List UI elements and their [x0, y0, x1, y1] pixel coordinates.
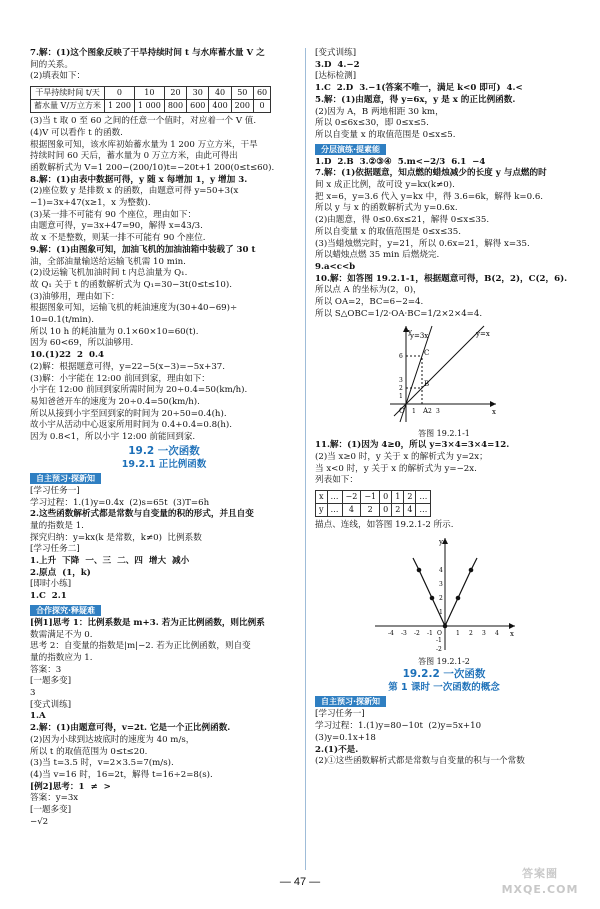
table-row: [31, 100, 271, 113]
text-line: (3)油够用，理由如下：: [30, 291, 120, 302]
text-line: 学习过程：1.(1)y=0.4x (2)s=65t (3)T=6h: [30, 497, 210, 508]
section-bar: 合作探究·释疑难: [30, 605, 101, 616]
figure-19-2-1-1: [384, 322, 504, 426]
line-yx: [394, 326, 484, 416]
text-line: 2.原点 (1，k): [30, 567, 91, 578]
text-line: 由题意可得，y=3x+47=90，解得 x=43/3.: [30, 221, 203, 232]
table-cell: 4: [342, 503, 361, 516]
text-line: 因为 60<69，所以油够用.: [30, 338, 134, 349]
label-y3x: y=3x: [410, 332, 429, 341]
text-line: 故 Q₁ 关于 t 的函数解析式为 Q₁=30−3t(0≤t≤10).: [30, 279, 232, 290]
tick-y-3: 3: [399, 377, 403, 385]
text-line: 因为 0.8<1，所以小宇 12:00 前能回到家.: [30, 432, 196, 443]
text-line: 量的指数应为 1.: [30, 652, 93, 663]
text-line: (3)当 t=3.5 时，v=2×3.5=7(m/s).: [30, 758, 174, 769]
text-line: 间的关系。: [30, 59, 73, 70]
label-x: x: [492, 408, 496, 417]
text-line: 持续时间 60 天后，蓄水量为 0 万立方米，由此可得出: [30, 151, 238, 162]
text-line: 思考 2：自变量的指数是|m|−2. 若为正比例函数，则自变: [30, 641, 251, 652]
text-line: (4)V 可以看作 t 的函数.: [30, 127, 123, 138]
text-line: 1.C 2.1: [30, 591, 67, 602]
table-cell: 0: [380, 490, 392, 503]
table-cell: 20: [164, 87, 186, 100]
text-line: −√2: [30, 816, 49, 827]
point: [417, 567, 422, 572]
label-origin: O: [437, 629, 442, 637]
text-line: [学习任务二]: [30, 544, 80, 555]
left-column: [30, 48, 298, 828]
table-cell: 0: [253, 100, 270, 113]
table-cell: 2: [404, 490, 416, 503]
text-line: 所以自变量 x 的取值范围是 0≤x≤5.: [315, 129, 456, 140]
text-line: 答案：y=3x: [30, 793, 79, 804]
table-cell: …: [327, 490, 342, 503]
text-line: 故小宇从活动中心返家所用时间为 0.4+0.4=0.8(h).: [30, 420, 233, 431]
tick-x: -3: [401, 629, 407, 637]
right-column: [315, 48, 573, 768]
table-cell: 400: [209, 100, 231, 113]
text-line: 1.C 2.D 3.−1(答案不唯一，满足 k<0 即可) 4.<: [315, 83, 523, 94]
point: [430, 595, 435, 600]
text-line: 所以 S△OBC=1/2·OA·BC=1/2×2×4=4.: [315, 308, 483, 319]
table-row: [316, 503, 431, 516]
page-number: — 47 —: [279, 876, 321, 888]
label-y: y: [408, 328, 412, 337]
text-line: (3)某一排不可能有 90 个座位，理由如下：: [30, 209, 197, 220]
text-line: [即时小练]: [30, 579, 72, 590]
text-line: (2)设运输飞机加油时间 t 内总油量为 Q₁.: [30, 268, 188, 279]
table-cell: 200: [231, 100, 253, 113]
tick-y: -1: [436, 636, 442, 644]
figure-caption: 答图 19.2.1-2: [418, 656, 470, 666]
tick-x-1: 1: [412, 408, 416, 416]
table-cell: …: [416, 503, 431, 516]
table-cell: 40: [209, 87, 231, 100]
table-cell: −2: [342, 490, 361, 503]
q11-block: [315, 440, 573, 487]
figure-19-2-1-2: [369, 534, 519, 654]
text-line: 所以 0≤6x≤30，即 0≤x≤5.: [315, 118, 429, 129]
tick-y-1: 1: [399, 393, 403, 401]
text-line: 1.D 2.B 3.②③④ 5.m<−2/3 6.1 −4: [315, 156, 486, 167]
text-line: 所以从接到小宇至回到家的时间为 20÷50=0.4(h).: [30, 408, 227, 419]
point: [443, 623, 448, 628]
label-B: B: [424, 380, 430, 389]
table-cell: 30: [187, 87, 209, 100]
text-line: (2)①这些函数解析式都是常数与自变量的积与一个常数: [315, 756, 525, 767]
point: [456, 595, 461, 600]
figure-caption: 答图 19.2.1-1: [418, 429, 470, 439]
text-line: 所以蜡烛点燃 35 min 后燃烧完.: [315, 250, 440, 261]
text-line: 10=0.1(t/min).: [30, 315, 95, 326]
tick-x: -2: [414, 629, 420, 637]
subsection-title: 19.2.1 正比例函数: [121, 458, 207, 470]
table-cell: 60: [253, 87, 270, 100]
text-line: (2)由题意，得 0≤0.6x≤21，解得 0≤x≤35.: [315, 215, 490, 226]
table-cell: 4: [404, 503, 416, 516]
tick-x-2: 2: [428, 408, 432, 416]
tick-y: 2: [439, 594, 443, 602]
text-line: 量的指数是 1.: [30, 520, 84, 531]
text-line: −1)=3x+47(x≥1，x 为整数).: [30, 198, 151, 209]
text-line: (2)当 x≥0 时，y 关于 x 的解析式为 y=2x；: [315, 451, 488, 462]
tick-x: -4: [388, 629, 394, 637]
explore-block: [30, 618, 298, 829]
text-line: 2.(1)不是.: [315, 744, 359, 755]
section-bar: 分层演练·提素能: [315, 144, 386, 155]
tick-y: 3: [439, 580, 443, 588]
section-title: 19.2 一次函数: [128, 444, 200, 457]
text-line: [例2]思考：1 ≠ >: [30, 781, 111, 792]
text-line: 易知爸爸开车的速度为 20÷0.4=50(km/h).: [30, 396, 200, 407]
subsection-title: 第 1 课时 一次函数的概念: [388, 682, 500, 694]
text-line: [一题多变]: [30, 676, 72, 687]
tick-x: -1: [427, 629, 433, 637]
label-C: C: [424, 349, 430, 358]
table-cell: 600: [187, 100, 209, 113]
text-line: (2)座位数 y 是排数 x 的函数，由题意可得 y=50+3(x: [30, 186, 239, 197]
x-axis-arrow: [490, 401, 496, 407]
label-yx: y=x: [476, 330, 490, 339]
text-line: 当 x<0 时，y 关于 x 的解析式为 y=−2x.: [315, 463, 477, 474]
table-q7: [30, 86, 271, 113]
text-line: 油，全部油量输送给运输飞机需 10 min.: [30, 256, 186, 267]
text-line: 10.解：如答图 19.2.1-1，根据题意可得，B(2，2)，C(2，6).: [315, 273, 568, 284]
text-line: 8.解：(1)由表中数据可得，y 随 x 每增加 1，y 增加 3.: [30, 174, 248, 185]
text-line: 所以 10 h 的耗油量为 0.1×60×10=60(t).: [30, 326, 199, 337]
text-line: 所以自变量 x 的取值范围是 0≤x≤35.: [315, 226, 461, 237]
table-cell: 0: [105, 87, 135, 100]
label-y: y: [439, 537, 443, 546]
label-x: x: [510, 629, 514, 638]
table-row-label: 蓄水量 V/万立方米: [31, 100, 105, 113]
table-cell: 1 200: [105, 100, 135, 113]
text-line: 9.a<c<b: [315, 261, 356, 272]
preview-block: [30, 486, 298, 603]
text-line: 故 x 不是整数，则某一排不可能有 90 个座位.: [30, 233, 206, 244]
text-line: 间 x 成正比例，故可设 y=kx(k≠0).: [315, 180, 455, 191]
tick-x: 3: [482, 629, 486, 637]
table-row-label: x: [316, 490, 328, 503]
text-line: 7.解：(1)这个图象反映了干旱持续时间 t 与水库蓄水量 V 之: [30, 48, 265, 58]
table-row: [31, 87, 271, 100]
text-line: 3: [30, 688, 36, 699]
tick-y-2: 2: [399, 385, 403, 393]
text-line: 1.上升 下降 一、三 二、四 增大 减小: [30, 556, 190, 567]
text-line: [达标检测]: [315, 71, 357, 82]
table-row-label: y: [316, 503, 328, 516]
text-line: 所以 OA=2，BC=6−2=4.: [315, 297, 424, 308]
text-line: 所以 t 的取值范围为 0≤t≤20.: [30, 746, 148, 757]
tick-x: 1: [456, 629, 460, 637]
point: [469, 567, 474, 572]
label-origin: O: [399, 407, 405, 416]
table-cell: 2: [392, 503, 404, 516]
table-cell: 1: [392, 490, 404, 503]
tick-y: 1: [439, 608, 443, 616]
section-title: 19.2.2 一次函数: [402, 668, 486, 681]
tick-x-3: 3: [436, 408, 440, 416]
text-line: (3)当 t 取 0 至 60 之间的任意一个值时，对应着一个 V 值.: [30, 116, 257, 127]
text-line: 9.解：(1)由图象可知，加油飞机的加油油箱中装载了 30 t: [30, 244, 256, 255]
table-row-label: 干旱持续时间 t/天: [31, 87, 105, 100]
text-line: [变式训练]: [315, 48, 357, 58]
text-line: 数需满足不为 0.: [30, 629, 93, 640]
text-line: (2)解：根据题意可得，y=22−5(x−3)=−5x+37.: [30, 361, 225, 372]
watermark-logo: [488, 866, 592, 898]
text-line: 列表如下：: [315, 475, 358, 486]
text-line: 学习过程：1.(1)y=80−10t (2)y=5x+10: [315, 721, 482, 732]
table-cell: …: [416, 490, 431, 503]
training-block: [315, 48, 573, 142]
text-line: 11.解：(1)因为 4≥0，所以 y=3×4=3×4=12.: [315, 440, 510, 451]
text-line: 5.解：(1)由题意，得 y=6x，y 是 x 的正比例函数.: [315, 94, 516, 105]
table-cell: 2: [361, 503, 380, 516]
table-cell: 10: [134, 87, 164, 100]
text-line: 小宇在 12:00 前回到家所需时间为 20÷0.4=50(km/h).: [30, 385, 248, 396]
column-divider: [305, 48, 306, 870]
text-line: [变式训练]: [30, 699, 72, 710]
practice-block: [315, 157, 573, 321]
tick-x: 4: [495, 629, 499, 637]
table-q11: [315, 490, 431, 517]
text-line: (3)解：小宇能在 12:00 前回到家，理由如下：: [30, 373, 210, 384]
text-line: (3)当蜡烛燃完时，y=21，所以 0.6x=21，解得 x=35.: [315, 238, 530, 249]
text-line: 2.解：(1)由题意可得，v=2t. 它是一个正比例函数.: [30, 723, 231, 734]
text-line: 答案：3: [30, 664, 62, 675]
section-bar: 自主预习·探新知: [315, 696, 386, 707]
section-bar: 自主预习·探新知: [30, 473, 101, 484]
table-row: [316, 490, 431, 503]
text-line: 探究归纳：y=kx(k 是常数，k≠0) 比例系数: [30, 532, 202, 543]
text-line: 函数解析式为 V=1 200−(200/10)t=−20t+1 200(0≤t≤60).: [30, 162, 275, 173]
tick-y: -2: [436, 645, 442, 653]
table-cell: …: [327, 503, 342, 516]
text-line: (4)当 v=16 时，16=2t，解得 t=16÷2=8(s).: [30, 769, 213, 780]
q7-block: [30, 48, 298, 83]
answers-block: [30, 116, 298, 444]
table-cell: 800: [164, 100, 186, 113]
text-line: 1.A: [30, 711, 46, 722]
tick-y-6: 6: [399, 353, 403, 361]
text-line: 所以点 A 的坐标为(2，0)，: [315, 285, 422, 296]
text-line: [学习任务一]: [315, 709, 365, 720]
text-line: 2.这些函数解析式都是常数与自变量的积的形式，并且自变: [30, 509, 254, 520]
table-cell: 50: [231, 87, 253, 100]
text-line: (2)因为小球到达坡底时的速度为 40 m/s，: [30, 734, 195, 745]
text-line: 7.解：(1)依据题意，知点燃的蜡烛减少的长度 y 与点燃的时: [315, 168, 547, 179]
table-cell: 0: [380, 503, 392, 516]
tick-x: 2: [469, 629, 473, 637]
text-line: [一题多变]: [30, 805, 72, 816]
text-line: (2)填表如下：: [30, 71, 86, 82]
table-cell: −1: [361, 490, 380, 503]
watermark-text: MXQE.COM: [501, 883, 579, 896]
text-line: 根据图象可知，该水库初始蓄水量为 1 200 万立方米，干旱: [30, 139, 258, 150]
table-cell: 1 000: [134, 100, 164, 113]
text-line: 描点、连线，如答图 19.2.1-2 所示.: [315, 519, 454, 530]
tick-y: 4: [439, 566, 443, 574]
watermark-text: 答案圈: [522, 867, 558, 880]
task-block: [315, 709, 573, 768]
text-line: 3.D 4.−2: [315, 59, 360, 70]
text-line: 10.(1)22 2 0.4: [30, 350, 104, 361]
text-line: 把 x=6，y=3.6 代入 y=kx 中，得 3.6=6k，解得 k=0.6.: [315, 191, 544, 202]
text-line: [学习任务一]: [30, 485, 80, 496]
text-line: (3)y=0.1x+18: [315, 732, 376, 743]
label-A: A: [423, 407, 429, 416]
text-line: [例1]思考 1：比例系数是 m+3. 若为正比例函数，则比例系: [30, 617, 265, 628]
text-line: (2)因为 A，B 两地相距 30 km，: [315, 106, 444, 117]
text-line: 所以 y 与 x 的函数解析式为 y=0.6x.: [315, 203, 458, 214]
x-axis-arrow: [509, 623, 515, 629]
text-line: 根据图象可知，运输飞机的耗油速度为(30+40−69)÷: [30, 303, 238, 314]
